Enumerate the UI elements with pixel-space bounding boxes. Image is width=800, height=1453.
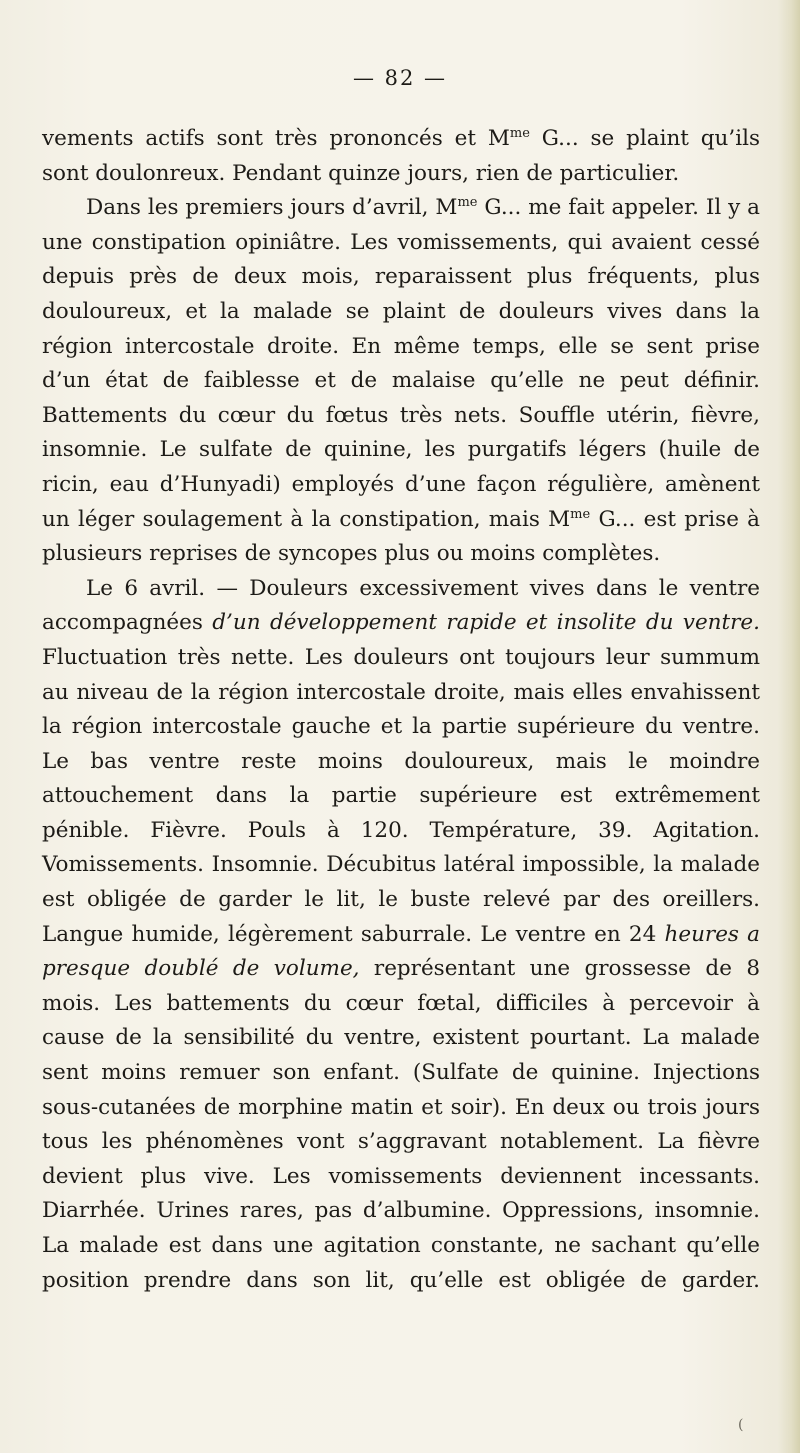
superscript: me — [457, 195, 478, 211]
page-number: — 82 — — [352, 66, 448, 90]
text-run: G... est prise à plusieurs reprises de syncopes plus ou moins complètes. — [42, 506, 761, 567]
page-edge-shadow — [778, 0, 800, 1453]
text-run: Fluctuation très nette. Les douleurs ont toujours leur summum au niveau de la région intercostale droite, mais elles envahissent la région intercostale gauche et la partie supérieure du ventre. Le bas ventre reste moins douloureux, mais le moindre attouchement dans la partie supérieure est extrêmement pénible. Fièvre. Pouls à 120. Température, 39. Agitation. Vomissements. Insomnie. Décubitus latéral impossible, la malade est obligée de garder le lit, le buste relevé par des oreillers. Langue humide, légèrement saburrale. Le ventre en 24 — [42, 644, 760, 947]
superscript: me — [570, 506, 591, 522]
text-run: vements actifs sont très prononcés et M — [42, 126, 510, 151]
stray-mark: ( — [738, 1417, 744, 1433]
italic-run: d’un développement rapide et insolite du ventre. — [212, 610, 760, 636]
text-run: G... se plaint qu’ils sont doulonreux. Pendant quinze jours, rien de particulier. — [42, 126, 760, 186]
italic-run: heures a presque doublé de volume, — [42, 921, 760, 982]
superscript: me — [509, 126, 530, 141]
text-run: G... me fait appeler. Il y a une constipation opiniâtre. Les vomissements, qui avaient cessé depuis près de deux mois, reparaissent plus fréquents, plus douloureux, et la malade se plaint de douleurs vives dans la région intercostale droite. En même temps, elle se sent prise d’un état de faiblesse et de malaise qu’elle ne peut définir. Battements du cœur du fœtus très nets. Souffle utérin, fièvre, insomnie. Le sulfate de quinine, les purgatifs légers (huile de ricin, eau d’Hunyadi) employés d’une façon régulière, amènent un léger soulagement à la constipation, mais M — [42, 195, 760, 532]
text-run: Dans les premiers jours d’avril, M — [86, 195, 458, 221]
body-text — [42, 122, 760, 1298]
paragraph-2 — [42, 191, 760, 572]
paragraph-3 — [42, 572, 760, 1298]
text-run: représentant une grossesse de 8 mois. Les battements du cœur fœtal, difficiles à percevoir à cause de la sensibilité du ventre, existent pourtant. La malade sent moins remuer son enfant. (Sulfate de quinine. Injections sous-cutanées de morphine matin et soir). En deux ou trois jours tous les phénomènes vont s’aggravant notablement. La fièvre devient plus vive. Les vomissements deviennent incessants. Diarrhée. Urines rares, pas d’albumine. Oppressions, insomnie. La malade est dans une agitation constante, ne sachant qu’elle position prendre dans son lit, qu’elle est obligée de garder. — [42, 956, 761, 1293]
text-run: Le 6 avril. — Douleurs excessivement vives dans le ventre accompagnées — [42, 575, 760, 636]
paragraph-1 — [42, 122, 760, 191]
